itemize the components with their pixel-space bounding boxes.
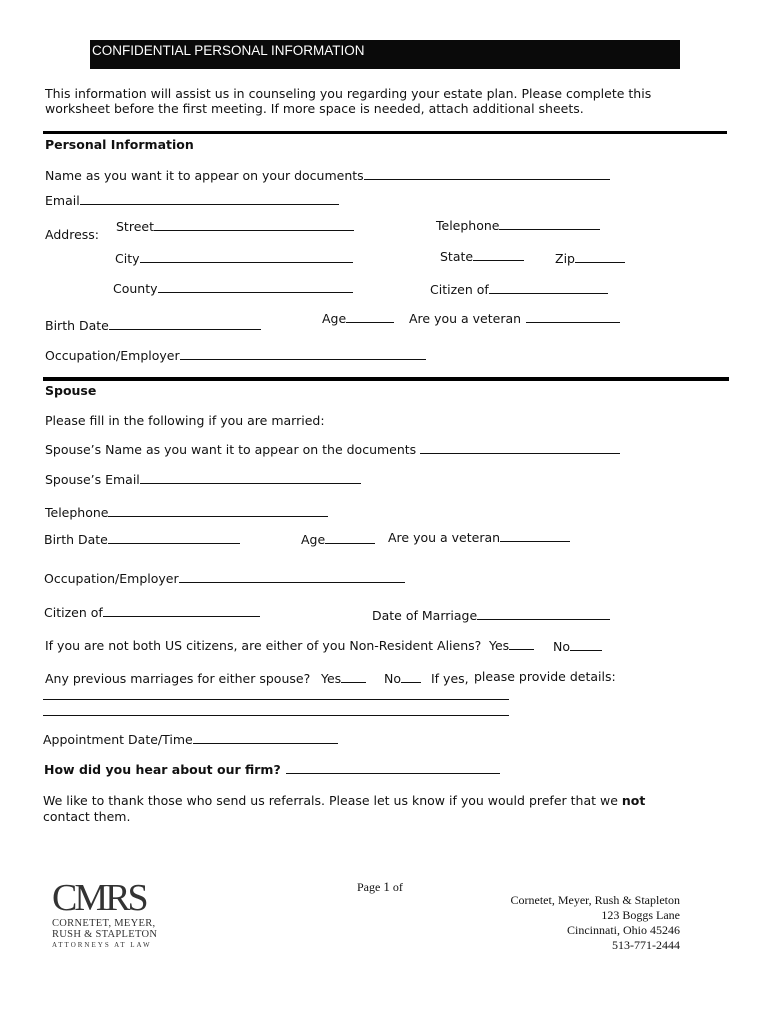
spouse-instruction: Please fill in the following if you are married:: [45, 413, 325, 428]
spouse-citizen-label: Citizen of: [44, 605, 103, 620]
spouse-email-field[interactable]: [45, 472, 361, 487]
firm-city: Cincinnati, Ohio 45246: [567, 923, 680, 937]
referral-text: We like to thank those who send us referrals. Please let us know if you would prefer that we: [43, 793, 618, 808]
marriage-date-label: Date of Marriage: [372, 608, 478, 623]
spouse-telephone-label: Telephone: [45, 505, 109, 520]
details-line[interactable]: [43, 699, 509, 700]
spouse-occupation-label: Occupation/Employer: [44, 571, 179, 586]
occupation-field[interactable]: [45, 348, 426, 363]
nonresident-no-label: No: [553, 639, 570, 654]
previous-marriages-question: [45, 671, 310, 686]
previous-yes-field[interactable]: [321, 671, 366, 686]
age-field[interactable]: [322, 311, 394, 326]
firm-logo: CMRS: [52, 877, 146, 919]
referral-line-1: [43, 793, 645, 808]
hear-about-field[interactable]: [44, 762, 500, 777]
birth-date-label: Birth Date: [45, 318, 109, 333]
address-label: Address:: [45, 227, 99, 242]
street-field[interactable]: [116, 219, 354, 234]
appointment-label: Appointment Date/Time: [43, 732, 193, 747]
logo-line-2: RUSH & STAPLETON: [52, 929, 158, 940]
logo-line-3: ATTORNEYS AT LAW: [52, 941, 152, 949]
county-label: County: [113, 281, 158, 296]
spouse-age-field[interactable]: [301, 532, 375, 547]
nonresident-yes-field[interactable]: [489, 638, 534, 653]
logo-line-1: CORNETET, MEYER,: [52, 918, 156, 929]
occupation-label: Occupation/Employer: [45, 348, 180, 363]
state-label: State: [440, 249, 474, 264]
previous-marriages-text: Any previous marriages for either spouse?: [45, 671, 311, 686]
city-field[interactable]: [115, 251, 353, 266]
email-field[interactable]: [45, 193, 339, 208]
personal-heading: Personal Information: [45, 137, 194, 152]
previous-yes-label: Yes: [321, 671, 342, 686]
telephone-field[interactable]: [436, 218, 600, 233]
age-label: Age: [322, 311, 347, 326]
telephone-label: Telephone: [436, 218, 500, 233]
banner-title: CONFIDENTIAL PERSONAL INFORMATION: [90, 40, 680, 69]
if-yes-label: If yes,: [431, 671, 469, 686]
appointment-field[interactable]: [43, 732, 338, 747]
zip-label: Zip: [555, 251, 575, 266]
county-field[interactable]: [113, 281, 353, 296]
intro-text: This information will assist us in counseling you regarding your estate plan. Please complete this worksheet before the first meeting. If more space is needed, attach additional sheets.: [45, 86, 652, 116]
provide-details-label: please provide details:: [474, 669, 616, 684]
spouse-email-label: Spouse’s Email: [45, 472, 140, 487]
spouse-citizen-field[interactable]: [44, 605, 260, 620]
previous-no-label: No: [384, 671, 401, 686]
firm-logo-name: [52, 918, 157, 951]
firm-address: [511, 893, 681, 953]
page-number: [357, 879, 403, 895]
nonresident-question: [45, 638, 481, 653]
page-current: 1: [383, 879, 390, 894]
hear-about-label: How did you hear about our firm?: [44, 762, 281, 777]
citizen-field[interactable]: [430, 282, 608, 297]
firm-street: 123 Boggs Lane: [601, 908, 680, 922]
state-field[interactable]: [440, 249, 524, 264]
city-label: City: [115, 251, 140, 266]
spouse-telephone-field[interactable]: [45, 505, 328, 520]
section-divider: [43, 131, 727, 134]
spouse-name-field[interactable]: [45, 442, 620, 457]
email-label: Email: [45, 193, 80, 208]
birth-date-field[interactable]: [45, 318, 261, 333]
spouse-age-label: Age: [301, 532, 326, 547]
nonresident-question-text: If you are not both US citizens, are either of you Non-Resident Aliens?: [45, 638, 482, 653]
name-field[interactable]: [45, 168, 610, 183]
page-prefix: Page: [357, 880, 381, 894]
spouse-heading: Spouse: [45, 383, 97, 398]
spouse-veteran-field[interactable]: [388, 530, 570, 545]
name-label: Name as you want it to appear on your documents: [45, 168, 364, 183]
spouse-veteran-label: Are you a veteran: [388, 530, 501, 545]
spouse-birth-date-field[interactable]: [44, 532, 240, 547]
marriage-date-field[interactable]: [372, 608, 610, 623]
referral-line-2: contact them.: [43, 809, 131, 824]
zip-field[interactable]: [555, 251, 625, 266]
section-divider: [43, 377, 729, 381]
spouse-occupation-field[interactable]: [44, 571, 405, 586]
spouse-name-label: Spouse’s Name as you want it to appear on the documents: [45, 442, 417, 457]
veteran-label: Are you a veteran: [409, 311, 522, 326]
details-line[interactable]: [43, 715, 509, 716]
nonresident-no-field[interactable]: [553, 639, 602, 654]
referral-not: not: [621, 793, 646, 808]
firm-phone: 513-771-2444: [612, 938, 680, 952]
street-label: Street: [116, 219, 154, 234]
previous-no-field[interactable]: [384, 671, 421, 686]
firm-name: Cornetet, Meyer, Rush & Stapleton: [510, 893, 680, 907]
citizen-label: Citizen of: [430, 282, 489, 297]
nonresident-yes-label: Yes: [489, 638, 510, 653]
veteran-field[interactable]: [409, 311, 620, 326]
page-of: of: [392, 880, 403, 894]
spouse-birth-date-label: Birth Date: [44, 532, 108, 547]
